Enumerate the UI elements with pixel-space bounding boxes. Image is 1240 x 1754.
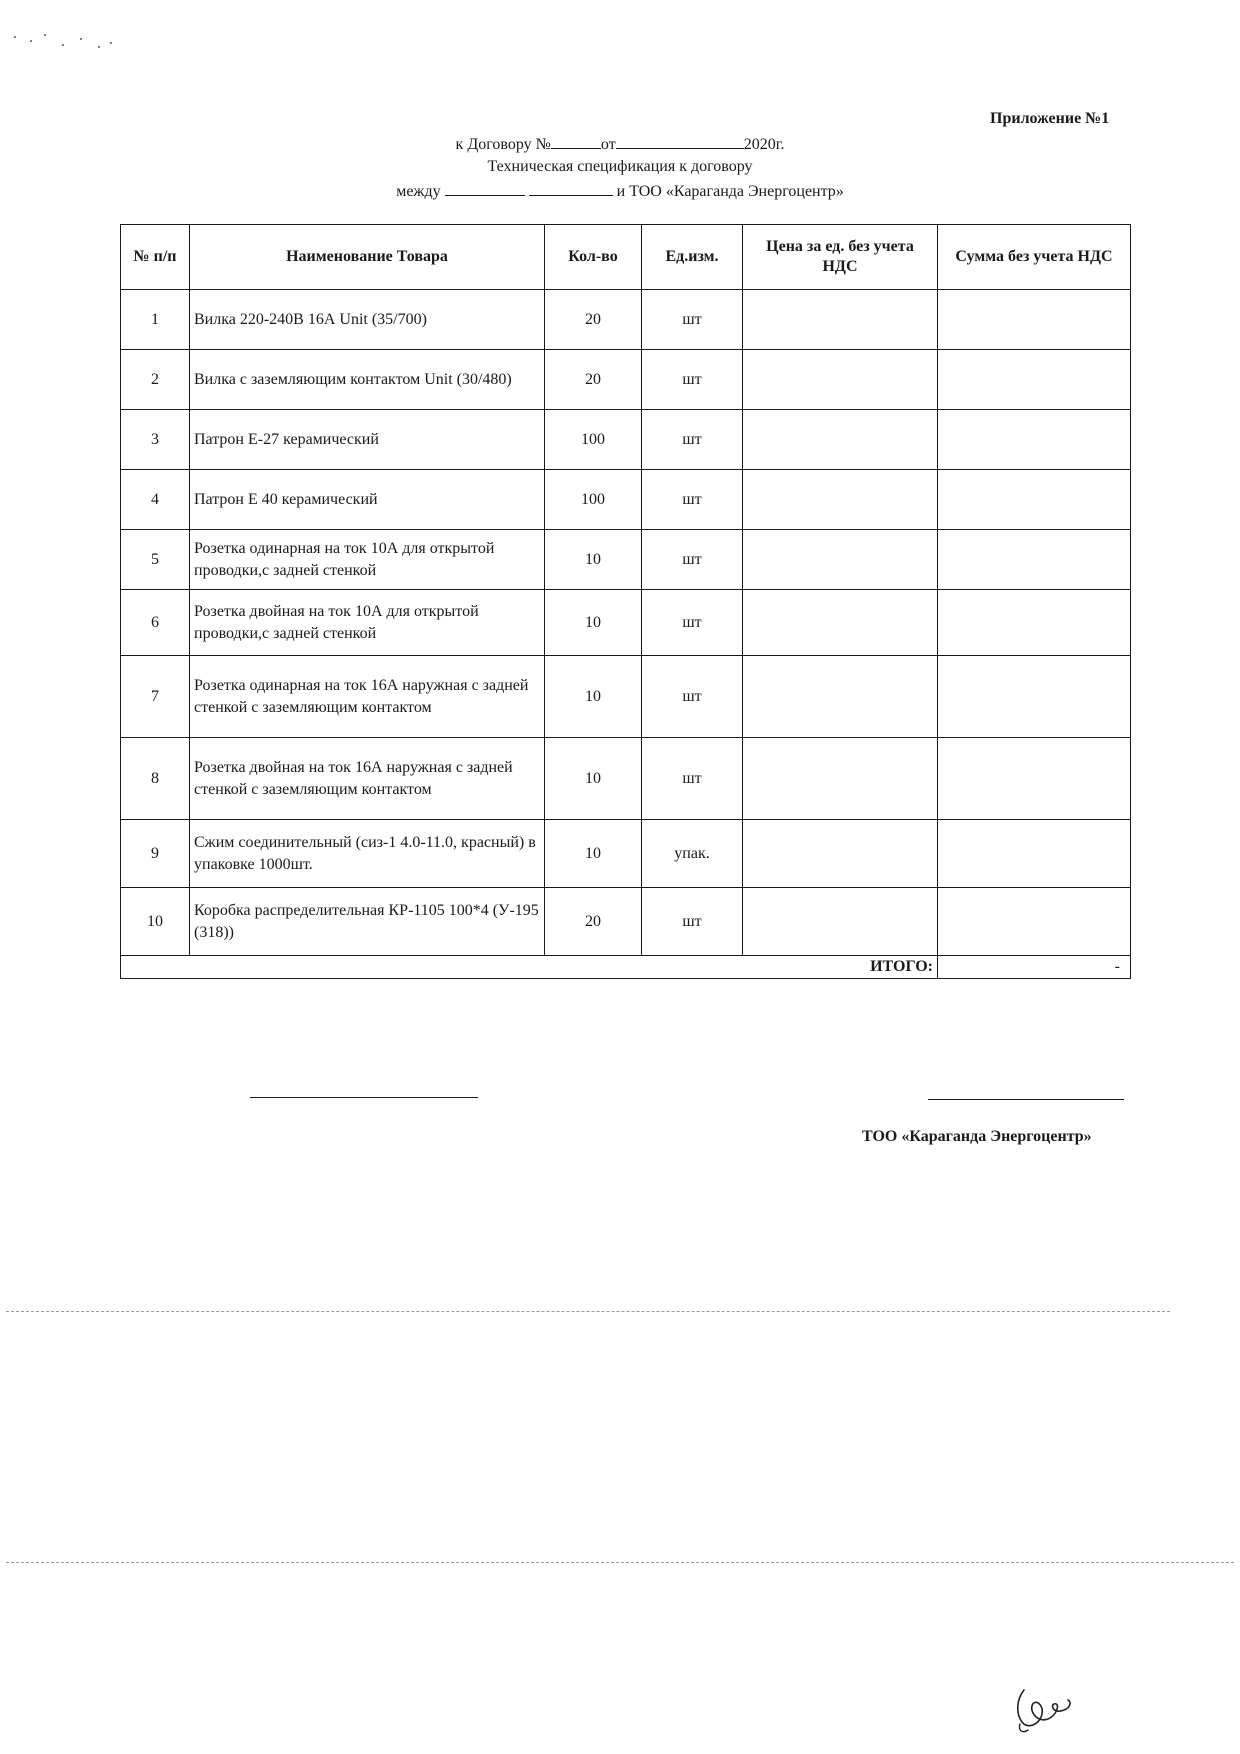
table-row: [121, 410, 1131, 470]
contract-prefix: к Договору №: [455, 136, 551, 153]
table-header-row: [121, 225, 1131, 290]
company-name: ТОО «Караганда Энергоцентр»: [862, 1128, 1092, 1145]
contract-line: [0, 134, 1240, 154]
scan-separator: [6, 1562, 1234, 1563]
row-price: [743, 530, 938, 590]
row-qty: 100: [545, 470, 642, 530]
row-sum: [938, 820, 1131, 888]
row-unit: упак.: [642, 820, 743, 888]
row-qty: 100: [545, 410, 642, 470]
row-price: [743, 290, 938, 350]
between-suffix: и ТОО «Караганда Энергоцентр»: [616, 183, 844, 200]
row-unit: шт: [642, 888, 743, 956]
row-price: [743, 470, 938, 530]
row-price: [743, 820, 938, 888]
row-unit: шт: [642, 290, 743, 350]
between-line: [0, 181, 1240, 201]
row-num: 3: [121, 410, 190, 470]
row-num: 5: [121, 530, 190, 590]
row-num: 7: [121, 656, 190, 738]
row-num: 2: [121, 350, 190, 410]
row-num: 8: [121, 738, 190, 820]
table-row: [121, 590, 1131, 656]
row-price: [743, 590, 938, 656]
row-name: Розетка двойная на ток 16А наружная с задней стенкой с заземляющим контактом: [190, 738, 545, 820]
row-num: 10: [121, 888, 190, 956]
table-row: [121, 350, 1131, 410]
col-header-sum: Сумма без учета НДС: [938, 225, 1131, 290]
table-row: [121, 738, 1131, 820]
col-header-qty: Кол-во: [545, 225, 642, 290]
row-name: Розетка одинарная на ток 10А для открытой проводки,с задней стенкой: [190, 530, 545, 590]
row-qty: 20: [545, 888, 642, 956]
party-blank-1: [445, 181, 525, 196]
contract-from: от: [600, 136, 616, 153]
contract-date-blank: [616, 134, 744, 149]
col-header-unit: Ед.изм.: [642, 225, 743, 290]
row-unit: шт: [642, 530, 743, 590]
row-sum: [938, 350, 1131, 410]
row-unit: шт: [642, 470, 743, 530]
row-sum: [938, 530, 1131, 590]
row-qty: 10: [545, 820, 642, 888]
table-row: [121, 470, 1131, 530]
signature-line-left: [250, 1097, 478, 1098]
row-num: 6: [121, 590, 190, 656]
row-name: Розетка двойная на ток 10А для открытой проводки,с задней стенкой: [190, 590, 545, 656]
row-name: Патрон Е-27 керамический: [190, 410, 545, 470]
table-row: [121, 888, 1131, 956]
row-name: Розетка одинарная на ток 16А наружная с задней стенкой с заземляющим контактом: [190, 656, 545, 738]
row-sum: [938, 656, 1131, 738]
row-sum: [938, 888, 1131, 956]
row-qty: 20: [545, 290, 642, 350]
scan-speck: [110, 42, 112, 44]
row-name: Вилка с заземляющим контактом Unit (30/480): [190, 350, 545, 410]
table-row: [121, 656, 1131, 738]
row-qty: 10: [545, 738, 642, 820]
row-name: Вилка 220-240В 16А Unit (35/700): [190, 290, 545, 350]
row-num: 1: [121, 290, 190, 350]
row-sum: [938, 290, 1131, 350]
total-row: [121, 956, 1131, 979]
row-sum: [938, 410, 1131, 470]
row-price: [743, 888, 938, 956]
table-row: [121, 820, 1131, 888]
spec-title: Техническая спецификация к договору: [487, 158, 753, 175]
scan-separator: [6, 1311, 1170, 1312]
row-num: 4: [121, 470, 190, 530]
signature-line-right: [928, 1099, 1124, 1100]
row-qty: 20: [545, 350, 642, 410]
row-price: [743, 656, 938, 738]
appendix-label: Приложение №1: [990, 110, 1110, 127]
row-name: Коробка распределительная КР-1105 100*4 (У-195 (318)): [190, 888, 545, 956]
scan-speck: [44, 34, 46, 36]
between-prefix: между: [396, 183, 441, 200]
table-row: [121, 530, 1131, 590]
row-unit: шт: [642, 350, 743, 410]
row-unit: шт: [642, 410, 743, 470]
col-header-price: Цена за ед. без учета НДС: [743, 225, 938, 290]
specification-table: [120, 224, 1131, 979]
row-price: [743, 410, 938, 470]
handwritten-initial-icon: [1010, 1680, 1080, 1740]
scan-speck: [62, 44, 64, 46]
row-qty: 10: [545, 656, 642, 738]
row-price: [743, 738, 938, 820]
scan-speck: [98, 46, 100, 48]
row-qty: 10: [545, 590, 642, 656]
row-unit: шт: [642, 738, 743, 820]
contract-year: 2020г.: [743, 136, 785, 153]
row-qty: 10: [545, 530, 642, 590]
row-sum: [938, 738, 1131, 820]
row-price: [743, 350, 938, 410]
contract-number-blank: [551, 134, 601, 149]
row-num: 9: [121, 820, 190, 888]
row-sum: [938, 470, 1131, 530]
row-unit: шт: [642, 656, 743, 738]
col-header-name: Наименование Товара: [190, 225, 545, 290]
row-sum: [938, 590, 1131, 656]
total-label: ИТОГО:: [121, 956, 938, 979]
scan-speck: [14, 36, 16, 38]
scan-speck: [30, 40, 32, 42]
total-value: -: [938, 956, 1131, 979]
table-row: [121, 290, 1131, 350]
col-header-num: № п/п: [121, 225, 190, 290]
row-name: Патрон Е 40 керамический: [190, 470, 545, 530]
row-unit: шт: [642, 590, 743, 656]
scan-speck: [80, 38, 82, 40]
row-name: Сжим соединительный (сиз-1 4.0-11.0, красный) в упаковке 1000шт.: [190, 820, 545, 888]
party-blank-2: [529, 181, 613, 196]
